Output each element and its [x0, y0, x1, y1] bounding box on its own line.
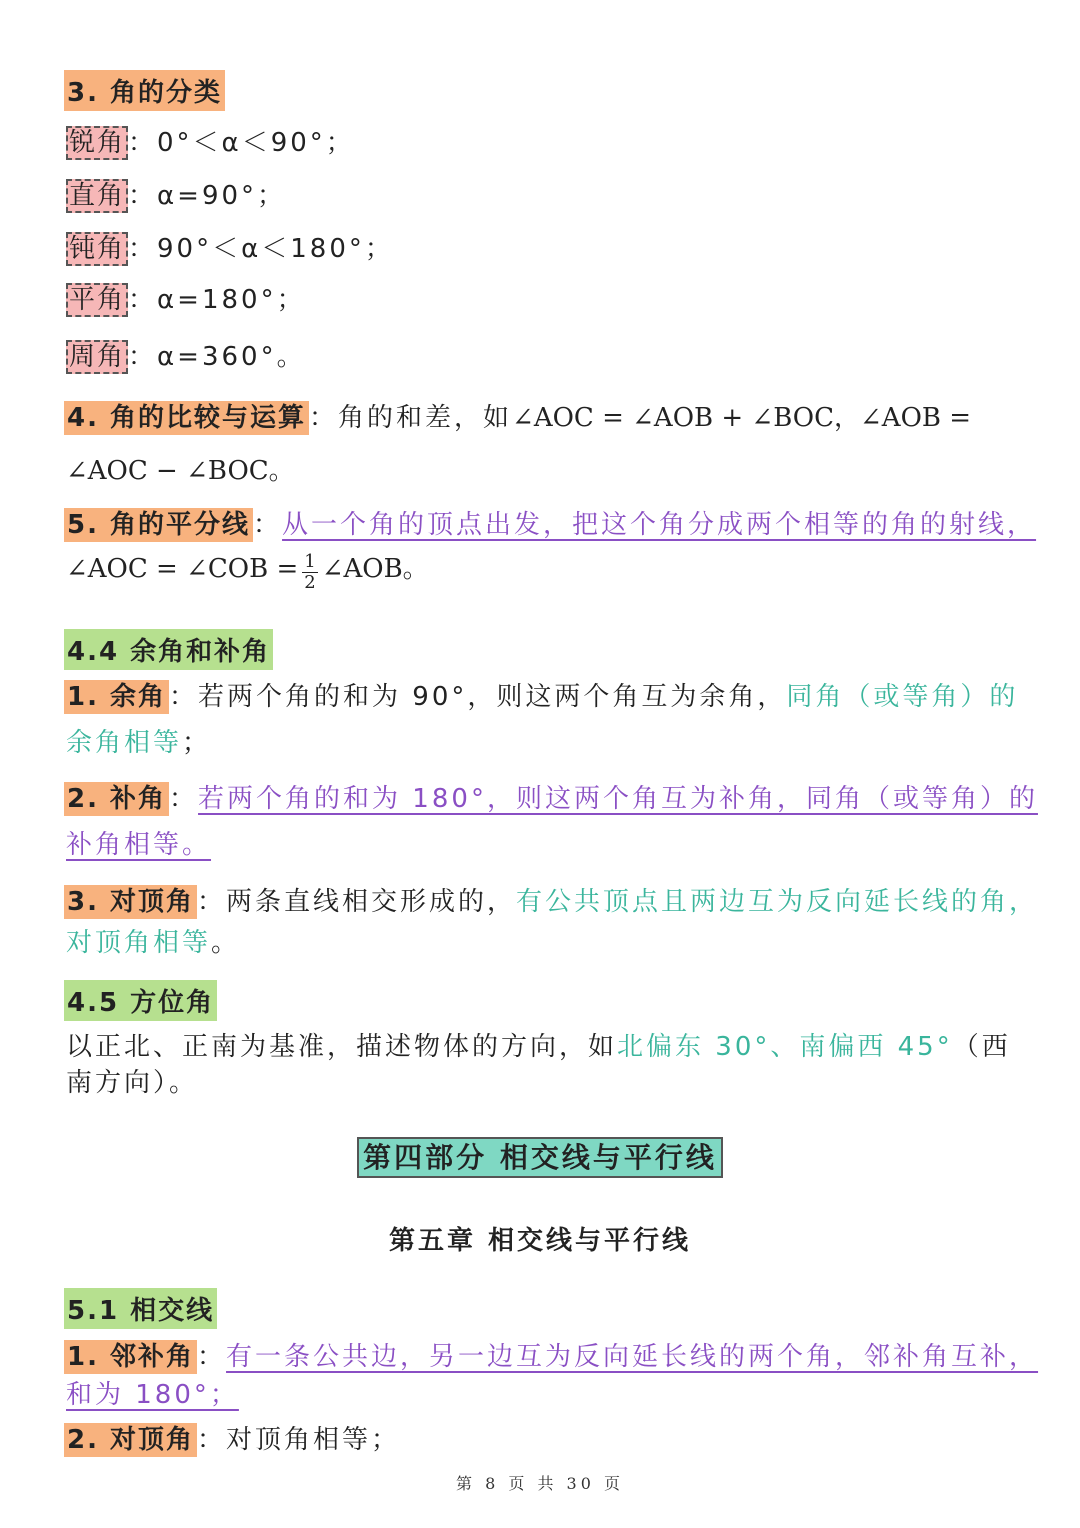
- term-round: 周角: [66, 340, 128, 374]
- vertical-angle-line-2: [66, 922, 240, 959]
- supplementary-line-2: [66, 824, 211, 861]
- angle-item-right: [66, 175, 286, 212]
- term-right: 直角: [66, 179, 128, 213]
- bisector-formula-left: ∠AOC = ∠COB =: [66, 554, 299, 584]
- straight-range: ：α=180°；: [128, 285, 306, 315]
- acute-range: ：0°＜α＜90°；: [128, 128, 355, 158]
- round-range: ：α=360°。: [128, 342, 306, 372]
- bisector-formula: [66, 548, 429, 593]
- angle-item-acute: [66, 122, 355, 159]
- vertical-angle-teal-a: 有公共顶点且两边互为反向延长线的角，: [516, 887, 1039, 917]
- compare-line-1: [64, 397, 971, 434]
- adjacent-supp-line-2: [66, 1374, 239, 1411]
- bearing-line-2: 南方向）。: [66, 1068, 199, 1098]
- term-obtuse: 钝角: [66, 232, 128, 266]
- chapter-title: 第五章 相交线与平行线: [388, 1226, 692, 1256]
- heading-section-5-1: 5.1 相交线: [64, 1288, 217, 1329]
- complementary-teal-a: 同角（或等角）的: [786, 682, 1019, 712]
- fraction-denominator: 2: [304, 572, 316, 593]
- complementary-line-2: [66, 722, 211, 759]
- bisector-colon: ：: [253, 510, 283, 540]
- label-adjacent-supplementary: 1. 邻补角: [64, 1340, 197, 1374]
- heading-angle-bisector: 5. 角的平分线: [64, 508, 253, 542]
- angle-item-obtuse: [66, 228, 394, 265]
- vertical-angle-text: ：两条直线相交形成的，: [197, 887, 517, 917]
- supplementary-colon: ：: [169, 784, 199, 814]
- bisector-formula-right: ∠AOB。: [321, 554, 429, 584]
- right-range: ：α=90°；: [128, 181, 287, 211]
- vertical-angle-5-1-text: ：对顶角相等；: [197, 1425, 401, 1455]
- fraction-numerator: 1: [304, 551, 316, 572]
- vertical-angle-teal-b: 对顶角相等: [66, 928, 212, 958]
- compare-intro: ：角的和差，如: [309, 403, 513, 433]
- page-footer: 第 8 页 共 30 页: [456, 1474, 624, 1493]
- bearing-example: 北偏东 30°、南偏西 45°: [617, 1032, 953, 1062]
- heading-angle-compare: 4. 角的比较与运算: [64, 401, 309, 435]
- obtuse-range: ：90°＜α＜180°；: [128, 234, 394, 264]
- bearing-text: 以正北、正南为基准，描述物体的方向，如: [66, 1032, 618, 1062]
- compare-formula-1: ∠AOC = ∠AOB + ∠BOC，∠AOB =: [512, 403, 972, 433]
- bisector-line-1: [64, 504, 1036, 541]
- compare-formula-2: ∠AOC − ∠BOC。: [66, 456, 295, 486]
- heading-section-4-5: 4.5 方位角: [64, 980, 217, 1021]
- vertical-angle-end: 。: [211, 928, 241, 958]
- part-title-wrap: [0, 1136, 1080, 1176]
- supplementary-def-line-2: 补角相等。: [66, 830, 212, 860]
- adjacent-supp-colon: ：: [197, 1342, 227, 1372]
- adjacent-supp-def-line-2: 和为 180°；: [66, 1380, 239, 1410]
- label-complementary: 1. 余角: [64, 680, 169, 714]
- label-vertical-angles: 3. 对顶角: [64, 885, 197, 919]
- adjacent-supp-line-1: [64, 1336, 1038, 1373]
- heading-section-4-4: 4.4 余角和补角: [64, 629, 273, 670]
- vertical-angle-line-1: [64, 881, 1038, 918]
- adjacent-supp-def-line-1: 有一条公共边，另一边互为反向延长线的两个角，邻补角互补，: [226, 1342, 1039, 1372]
- supplementary-def-line-1: 若两个角的和为 180°，则这两个角互为补角，同角（或等角）的: [198, 784, 1038, 814]
- angle-item-straight: [66, 279, 306, 316]
- term-straight: 平角: [66, 283, 128, 317]
- vertical-angle-5-1-line: [64, 1419, 400, 1456]
- fraction-one-half: [302, 552, 317, 593]
- bearing-line-1: [66, 1026, 1011, 1063]
- complementary-text: ：若两个角的和为 90°，则这两个角互为余角，: [169, 682, 787, 712]
- supplementary-line-1: [64, 778, 1038, 815]
- label-vertical-angles-5-1: 2. 对顶角: [64, 1423, 197, 1457]
- complementary-line-1: [64, 676, 1018, 713]
- heading-angle-classification: 3. 角的分类: [64, 70, 225, 111]
- bearing-end: （西: [952, 1032, 1011, 1062]
- bisector-definition: 从一个角的顶点出发，把这个角分成两个相等的角的射线，: [282, 510, 1037, 540]
- label-supplementary: 2. 补角: [64, 782, 169, 816]
- part-title: 第四部分 相交线与平行线: [357, 1137, 723, 1178]
- term-acute: 锐角: [66, 126, 128, 160]
- complementary-teal-b: 余角相等: [66, 728, 183, 758]
- complementary-end: ；: [182, 728, 212, 758]
- angle-item-round: [66, 336, 306, 373]
